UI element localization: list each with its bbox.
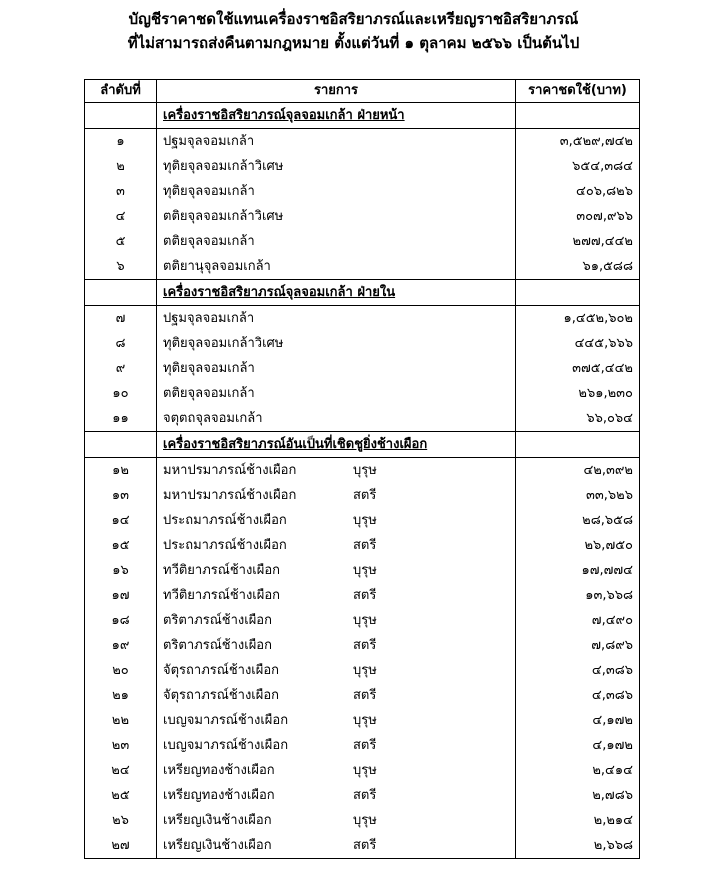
row-item-cell xyxy=(157,833,516,859)
row-item-cell xyxy=(157,558,516,583)
row-price: ๗,๔๙๐ xyxy=(516,608,640,633)
item-name: เบญจมาภรณ์ช้างเผือก xyxy=(163,738,289,753)
row-item-cell xyxy=(157,204,516,229)
row-item-cell xyxy=(157,608,516,633)
table-row xyxy=(85,583,640,608)
row-price: ๒๗๗,๔๔๒ xyxy=(516,229,640,254)
row-price: ๓๐๗,๙๖๖ xyxy=(516,204,640,229)
row-item-cell xyxy=(157,483,516,508)
row-item-cell xyxy=(157,758,516,783)
row-price: ๑๓,๖๖๘ xyxy=(516,583,640,608)
row-number: ๙ xyxy=(85,356,157,381)
row-item-cell xyxy=(157,306,516,332)
price-table xyxy=(84,79,640,859)
row-price: ๖๑,๕๘๘ xyxy=(516,254,640,280)
row-number: ๒๑ xyxy=(85,683,157,708)
item-name: มหาปรมาภรณ์ช้างเผือก xyxy=(163,463,297,478)
table-row xyxy=(85,356,640,381)
item-name: ทุติยจุลจอมเกล้า xyxy=(163,361,255,376)
row-item-cell xyxy=(157,229,516,254)
item-name: ตติยจุลจอมเกล้า xyxy=(163,386,255,401)
section-empty-cell xyxy=(85,103,157,129)
table-row xyxy=(85,154,640,179)
row-price: ๓๗๕,๔๔๒ xyxy=(516,356,640,381)
row-number: ๑๘ xyxy=(85,608,157,633)
row-number: ๑๕ xyxy=(85,533,157,558)
item-name: เหรียญทองช้างเผือก xyxy=(163,763,275,778)
item-gender: บุรุษ xyxy=(353,463,377,478)
row-number: ๖ xyxy=(85,254,157,280)
row-price: ๒๖,๗๕๐ xyxy=(516,533,640,558)
item-name: ตติยจุลจอมเกล้า xyxy=(163,234,255,249)
column-header-item: รายการ xyxy=(157,80,516,103)
table-row xyxy=(85,833,640,859)
item-name: ตติยจุลจอมเกล้าวิเศษ xyxy=(163,209,284,224)
row-number: ๘ xyxy=(85,331,157,356)
item-gender: บุรุษ xyxy=(353,663,377,678)
table-row xyxy=(85,733,640,758)
item-gender: สตรี xyxy=(353,488,377,503)
item-name: ทุติยจุลจอมเกล้า xyxy=(163,184,255,199)
table-row xyxy=(85,254,640,280)
row-price: ๒,๗๘๖ xyxy=(516,783,640,808)
row-number: ๑๙ xyxy=(85,633,157,658)
row-item-cell xyxy=(157,583,516,608)
row-number: ๒๔ xyxy=(85,758,157,783)
row-number: ๒๐ xyxy=(85,658,157,683)
row-price: ๔๐๖,๘๒๖ xyxy=(516,179,640,204)
item-gender: บุรุษ xyxy=(353,563,377,578)
row-price: ๔,๓๘๖ xyxy=(516,683,640,708)
row-number: ๓ xyxy=(85,179,157,204)
table-row xyxy=(85,306,640,332)
item-gender: บุรุษ xyxy=(353,613,377,628)
section-row xyxy=(85,280,640,306)
table-row xyxy=(85,458,640,484)
row-item-cell xyxy=(157,331,516,356)
row-number: ๗ xyxy=(85,306,157,332)
table-row xyxy=(85,179,640,204)
section-title: เครื่องราชอิสริยาภรณ์จุลจอมเกล้า ฝ่ายใน xyxy=(157,280,516,306)
table-header-row xyxy=(85,80,640,103)
row-price: ๓,๕๒๙,๗๔๒ xyxy=(516,129,640,155)
row-number: ๒ xyxy=(85,154,157,179)
table-row xyxy=(85,708,640,733)
item-gender: สตรี xyxy=(353,538,377,553)
row-number: ๑๓ xyxy=(85,483,157,508)
table-row xyxy=(85,608,640,633)
table-row xyxy=(85,683,640,708)
row-item-cell xyxy=(157,406,516,432)
section-title: เครื่องราชอิสริยาภรณ์จุลจอมเกล้า ฝ่ายหน้า xyxy=(157,103,516,129)
item-name: เหรียญเงินช้างเผือก xyxy=(163,838,272,853)
item-gender: บุรุษ xyxy=(353,713,377,728)
row-price: ๗,๘๙๖ xyxy=(516,633,640,658)
item-name: ตติยานุจุลจอมเกล้า xyxy=(163,259,271,274)
item-name: จตุตถจุลจอมเกล้า xyxy=(163,411,263,426)
row-item-cell xyxy=(157,508,516,533)
row-number: ๒๒ xyxy=(85,708,157,733)
row-price: ๒,๒๑๔ xyxy=(516,808,640,833)
row-price: ๖๕๔,๓๘๔ xyxy=(516,154,640,179)
item-name: ปฐมจุลจอมเกล้า xyxy=(163,134,255,149)
table-row xyxy=(85,406,640,432)
table-body xyxy=(85,103,640,859)
section-empty-cell xyxy=(516,432,640,458)
row-item-cell xyxy=(157,381,516,406)
item-name: มหาปรมาภรณ์ช้างเผือก xyxy=(163,488,297,503)
table-row xyxy=(85,129,640,155)
row-price: ๑๗,๗๗๔ xyxy=(516,558,640,583)
item-name: เหรียญเงินช้างเผือก xyxy=(163,813,272,828)
item-gender: สตรี xyxy=(353,788,377,803)
item-name: ประถมาภรณ์ช้างเผือก xyxy=(163,513,287,528)
item-name: ตริตาภรณ์ช้างเผือก xyxy=(163,613,272,628)
table-row xyxy=(85,783,640,808)
row-item-cell xyxy=(157,733,516,758)
document-title-line-2: ที่ไม่สามารถส่งคืนตามกฎหมาย ตั้งแต่วันที่ ๑ ตุลาคม ๒๕๖๖ เป็นต้นไป xyxy=(127,34,580,52)
item-name: ทวีติยาภรณ์ช้างเผือก xyxy=(163,588,281,603)
row-number: ๑๒ xyxy=(85,458,157,484)
row-number: ๒๖ xyxy=(85,808,157,833)
row-item-cell xyxy=(157,129,516,155)
table-row xyxy=(85,331,640,356)
item-name: ประถมาภรณ์ช้างเผือก xyxy=(163,538,287,553)
item-gender: สตรี xyxy=(353,688,377,703)
row-number: ๑๔ xyxy=(85,508,157,533)
section-empty-cell xyxy=(516,280,640,306)
table-row xyxy=(85,533,640,558)
row-price: ๔๔๕,๖๖๖ xyxy=(516,331,640,356)
section-title: เครื่องราชอิสริยาภรณ์อันเป็นที่เชิดชูยิ่งช้างเผือก xyxy=(157,432,516,458)
row-item-cell xyxy=(157,633,516,658)
table-row xyxy=(85,633,640,658)
item-name: ตริตาภรณ์ช้างเผือก xyxy=(163,638,272,653)
row-number: ๑๖ xyxy=(85,558,157,583)
section-empty-cell xyxy=(85,280,157,306)
item-gender: บุรุษ xyxy=(353,813,377,828)
item-name: จัตุรถาภรณ์ช้างเผือก xyxy=(163,688,280,703)
item-name: จัตุรถาภรณ์ช้างเผือก xyxy=(163,663,280,678)
item-name: ทวีติยาภรณ์ช้างเผือก xyxy=(163,563,281,578)
row-price: ๔๒,๓๙๒ xyxy=(516,458,640,484)
column-header-no: ลำดับที่ xyxy=(85,80,157,103)
row-price: ๑,๔๕๒,๖๐๒ xyxy=(516,306,640,332)
section-empty-cell xyxy=(85,432,157,458)
table-row xyxy=(85,204,640,229)
table-row xyxy=(85,758,640,783)
row-item-cell xyxy=(157,179,516,204)
item-name: เบญจมาภรณ์ช้างเผือก xyxy=(163,713,289,728)
table-row xyxy=(85,381,640,406)
table-row xyxy=(85,229,640,254)
item-gender: สตรี xyxy=(353,588,377,603)
row-item-cell xyxy=(157,533,516,558)
document-title-line-1: บัญชีราคาชดใช้แทนเครื่องราชอิสริยาภรณ์และเหรียญราชอิสริยาภรณ์ xyxy=(128,10,579,28)
row-number: ๑๐ xyxy=(85,381,157,406)
table-row xyxy=(85,808,640,833)
row-price: ๔,๑๗๒ xyxy=(516,733,640,758)
table-row xyxy=(85,508,640,533)
table-row xyxy=(85,558,640,583)
table-row xyxy=(85,658,640,683)
item-name: ทุติยจุลจอมเกล้าวิเศษ xyxy=(163,159,284,174)
table-row xyxy=(85,483,640,508)
row-number: ๔ xyxy=(85,204,157,229)
item-name: เหรียญทองช้างเผือก xyxy=(163,788,275,803)
row-price: ๓๓,๖๒๖ xyxy=(516,483,640,508)
item-gender: สตรี xyxy=(353,838,377,853)
row-item-cell xyxy=(157,254,516,280)
row-price: ๒,๔๑๔ xyxy=(516,758,640,783)
row-price: ๔,๑๗๒ xyxy=(516,708,640,733)
row-price: ๒๘,๖๕๘ xyxy=(516,508,640,533)
section-empty-cell xyxy=(516,103,640,129)
row-item-cell xyxy=(157,356,516,381)
row-item-cell xyxy=(157,808,516,833)
item-gender: สตรี xyxy=(353,738,377,753)
row-item-cell xyxy=(157,708,516,733)
row-price: ๒๖๑,๒๓๐ xyxy=(516,381,640,406)
column-header-price: ราคาชดใช้(บาท) xyxy=(516,80,640,103)
row-number: ๕ xyxy=(85,229,157,254)
row-number: ๒๓ xyxy=(85,733,157,758)
row-number: ๒๗ xyxy=(85,833,157,859)
row-item-cell xyxy=(157,683,516,708)
row-price: ๔,๓๘๖ xyxy=(516,658,640,683)
section-row xyxy=(85,432,640,458)
item-gender: บุรุษ xyxy=(353,763,377,778)
row-price: ๒,๖๖๘ xyxy=(516,833,640,859)
row-price: ๖๖,๐๖๔ xyxy=(516,406,640,432)
section-row xyxy=(85,103,640,129)
row-item-cell xyxy=(157,658,516,683)
item-name: ทุติยจุลจอมเกล้าวิเศษ xyxy=(163,336,284,351)
row-number: ๑๗ xyxy=(85,583,157,608)
row-number: ๑๑ xyxy=(85,406,157,432)
row-item-cell xyxy=(157,458,516,484)
row-item-cell xyxy=(157,783,516,808)
item-gender: บุรุษ xyxy=(353,513,377,528)
item-gender: สตรี xyxy=(353,638,377,653)
item-name: ปฐมจุลจอมเกล้า xyxy=(163,311,255,326)
row-number: ๒๕ xyxy=(85,783,157,808)
row-number: ๑ xyxy=(85,129,157,155)
row-item-cell xyxy=(157,154,516,179)
